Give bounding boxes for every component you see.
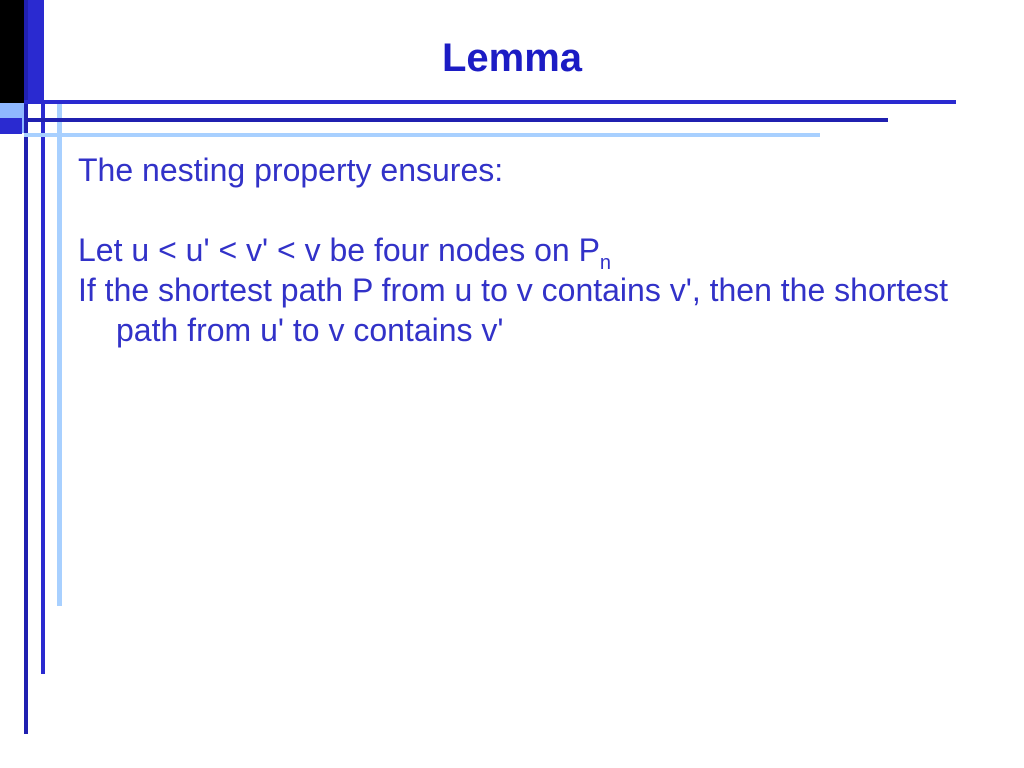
left-light-rule: [57, 103, 62, 606]
left-dark-rule: [24, 0, 28, 734]
body-line-path: If the shortest path P from u to v contains v', then the shortest path from u' to v contains v': [78, 272, 948, 348]
slide-body: [78, 150, 958, 350]
left-blue-rule: [41, 103, 45, 674]
top-dark-rule: [24, 118, 888, 122]
body-line-nodes-text: Let u < u' < v' < v be four nodes on P: [78, 232, 600, 268]
body-line-intro: The nesting property ensures:: [78, 152, 504, 188]
top-light-rule: [24, 133, 820, 137]
subscript-n: n: [599, 252, 612, 274]
body-line-nodes: [78, 230, 958, 274]
top-blue-rule: [24, 100, 956, 104]
slide-title: Lemma: [441, 36, 583, 80]
corner-blue-square: [0, 118, 22, 134]
